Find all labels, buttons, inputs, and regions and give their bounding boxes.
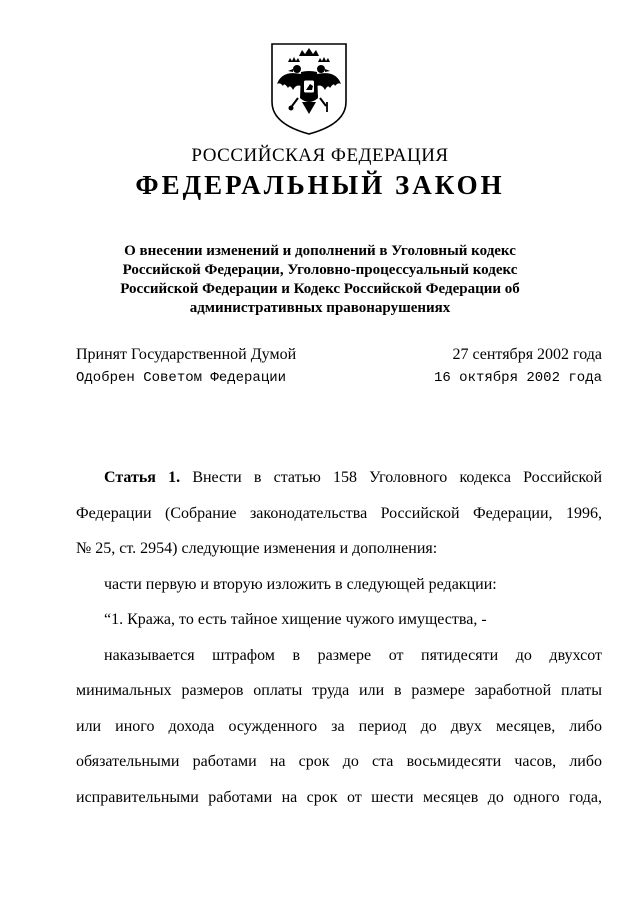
country-name: РОССИЙСКАЯ ФЕДЕРАЦИЯ xyxy=(191,145,449,166)
article-line: Федерации (Собрание законодательства Российской Федерации, 1996, xyxy=(76,504,602,522)
article-line: части первую и вторую изложить в следующей редакции: xyxy=(104,575,497,593)
article-line: минимальных размеров оплаты труда или в размере заработной платы xyxy=(76,682,602,699)
article-line: “1. Кража, то есть тайное хищение чужого имущества, - xyxy=(104,611,487,628)
council-label: Одобрен Советом Федерации xyxy=(76,370,287,386)
title-line: О внесении изменений и дополнений в Уголовный кодекс xyxy=(124,243,516,259)
document-type: ФЕДЕРАЛЬНЫЙ ЗАКОН xyxy=(135,170,505,200)
duma-date: 27 сентября 2002 года xyxy=(452,346,602,363)
law-title xyxy=(120,242,520,318)
article-label: Статья 1. xyxy=(104,469,181,486)
article-line: Статья 1. Внести в статью 158 Уголовного кодекса Российской xyxy=(104,469,603,486)
title-line: Российской Федерации и Кодекс Российской Федерации об xyxy=(120,281,520,297)
council-date: 16 октября 2002 года xyxy=(433,370,602,386)
title-line: Российской Федерации, Уголовно-процессуальный кодекс xyxy=(122,262,518,278)
coat-of-arms-icon xyxy=(268,40,350,136)
article-line: № 25, ст. 2954) следующие изменения и дополнения: xyxy=(76,540,438,557)
article-line: или иного дохода осужденного за период до двух месяцев, либо xyxy=(76,717,602,735)
duma-label: Принят Государственной Думой xyxy=(76,346,297,363)
council-approval xyxy=(76,370,602,386)
article-line: исправительными работами на срок от шести месяцев до одного года, xyxy=(76,788,602,806)
duma-adoption xyxy=(76,346,602,364)
article-line: наказывается штрафом в размере от пятидесяти до двухсот xyxy=(104,646,602,664)
title-line: административных правонарушениях xyxy=(189,300,451,316)
article-body xyxy=(76,460,602,815)
article-line: обязательными работами на срок до ста восьмидесяти часов, либо xyxy=(76,753,602,770)
